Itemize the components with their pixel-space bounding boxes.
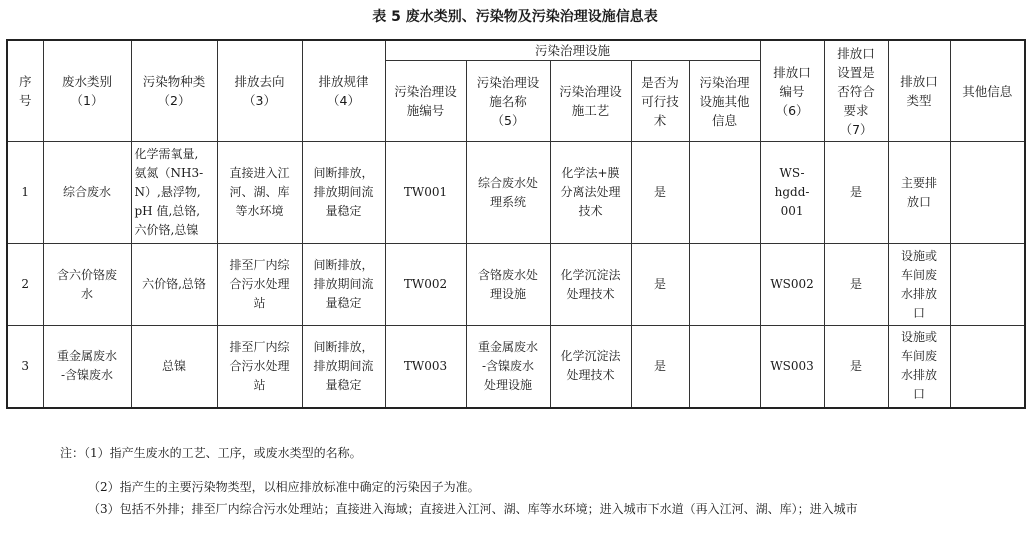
header-seq: 序 号	[7, 40, 43, 142]
cell-other-info	[950, 244, 1025, 326]
cell-facility-no: TW002	[385, 244, 466, 326]
header-facility-group: 污染治理设施	[385, 40, 760, 61]
header-outlet-no: 排放口 编号 （6）	[760, 40, 824, 142]
cell-facility-other	[689, 142, 760, 244]
cell-pollutant: 六价铬,总铬	[131, 244, 217, 326]
table-row	[7, 244, 1025, 326]
cell-facility-process: 化学法+膜 分离法处理 技术	[550, 142, 631, 244]
cell-other-info	[950, 326, 1025, 408]
cell-outlet-no: WS003	[760, 326, 824, 408]
cell-outlet-compliant: 是	[824, 326, 888, 408]
note-3: （3）包括不外排；排至厂内综合污水处理站；直接进入海域；直接进入江河、湖、库等水环境；进入城市下水道（再入江河、湖、库）；进入城市	[88, 502, 858, 516]
cell-seq: 2	[7, 244, 43, 326]
header-facility-name: 污染治理设 施名称 （5）	[466, 61, 550, 142]
cell-facility-name: 含铬废水处 理设施	[466, 244, 550, 326]
cell-outlet-compliant: 是	[824, 142, 888, 244]
cell-category: 重金属废水 -含镍废水	[43, 326, 131, 408]
table-row	[7, 326, 1025, 408]
header-facility-other: 污染治理 设施其他 信息	[689, 61, 760, 142]
note-2: （2）指产生的主要污染物类型，以相应排放标准中确定的污染因子为准。	[88, 480, 480, 494]
table-row	[7, 142, 1025, 244]
header-outlet-compliant: 排放口 设置是 否符合 要求 （7）	[824, 40, 888, 142]
cell-category: 综合废水	[43, 142, 131, 244]
header-category: 废水类别 （1）	[43, 40, 131, 142]
cell-pollutant: 总镍	[131, 326, 217, 408]
cell-facility-name: 综合废水处 理系统	[466, 142, 550, 244]
cell-facility-name: 重金属废水 -含镍废水 处理设施	[466, 326, 550, 408]
cell-outlet-compliant: 是	[824, 244, 888, 326]
cell-outlet-no: WS- hgdd- 001	[760, 142, 824, 244]
header-feasible: 是否为 可行技 术	[631, 61, 689, 142]
cell-facility-no: TW003	[385, 326, 466, 408]
header-facility-no: 污染治理设 施编号	[385, 61, 466, 142]
cell-feasible: 是	[631, 142, 689, 244]
cell-destination: 直接进入江 河、湖、库 等水环境	[217, 142, 302, 244]
cell-outlet-type: 主要排 放口	[888, 142, 950, 244]
cell-feasible: 是	[631, 244, 689, 326]
cell-pollutant: 化学需氧量, 氨氮（NH3- N）,悬浮物, pH 值,总铬, 六价铬,总镍	[131, 142, 217, 244]
cell-pattern: 间断排放， 排放期间流 量稳定	[302, 326, 385, 408]
cell-facility-process: 化学沉淀法 处理技术	[550, 326, 631, 408]
header-facility-process: 污染治理设 施工艺	[550, 61, 631, 142]
header-pattern: 排放规律 （4）	[302, 40, 385, 142]
cell-category: 含六价铬废 水	[43, 244, 131, 326]
table-title: 表 5 废水类别、污染物及污染治理设施信息表	[372, 9, 658, 25]
header-pollutant: 污染物种类 （2）	[131, 40, 217, 142]
cell-destination: 排至厂内综 合污水处理 站	[217, 244, 302, 326]
cell-facility-other	[689, 244, 760, 326]
note-1: 注：（1）指产生废水的工艺、工序，或废水类型的名称。	[60, 446, 362, 460]
cell-outlet-type: 设施或 车间废 水排放 口	[888, 326, 950, 408]
cell-pattern: 间断排放， 排放期间流 量稳定	[302, 244, 385, 326]
cell-feasible: 是	[631, 326, 689, 408]
cell-seq: 1	[7, 142, 43, 244]
cell-pattern: 间断排放， 排放期间流 量稳定	[302, 142, 385, 244]
cell-facility-other	[689, 326, 760, 408]
cell-outlet-type: 设施或 车间废 水排放 口	[888, 244, 950, 326]
cell-facility-process: 化学沉淀法 处理技术	[550, 244, 631, 326]
header-destination: 排放去向 （3）	[217, 40, 302, 142]
cell-outlet-no: WS002	[760, 244, 824, 326]
cell-facility-no: TW001	[385, 142, 466, 244]
header-other-info: 其他信息	[950, 40, 1025, 142]
wastewater-info-table	[6, 39, 1026, 409]
cell-other-info	[950, 142, 1025, 244]
header-outlet-type: 排放口 类型	[888, 40, 950, 142]
cell-destination: 排至厂内综 合污水处理 站	[217, 326, 302, 408]
cell-seq: 3	[7, 326, 43, 408]
